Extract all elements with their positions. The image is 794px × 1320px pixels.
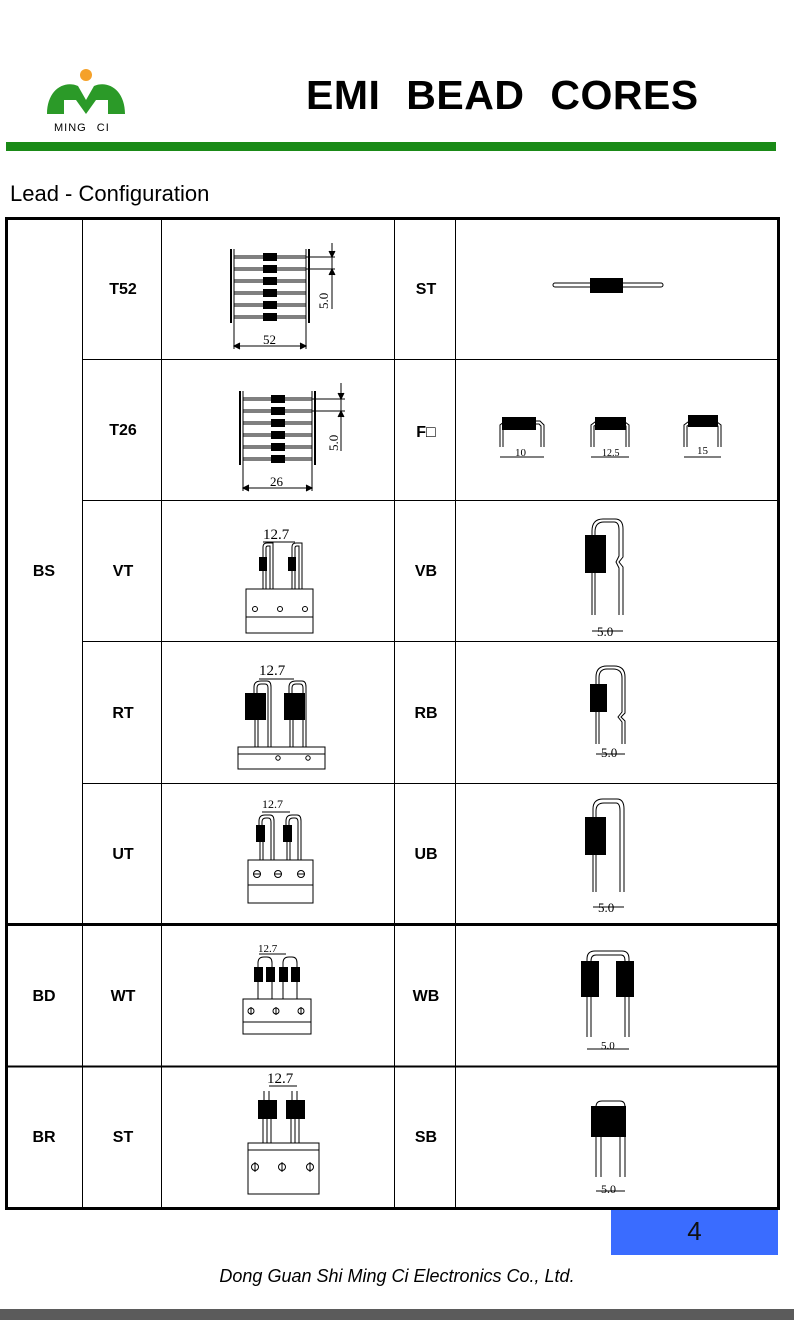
group-label-bd: BD bbox=[32, 988, 56, 1005]
lead-code-rt: RT bbox=[112, 705, 134, 722]
page-number: 4 bbox=[687, 1216, 702, 1246]
sb-pitch-dim: 5.0 bbox=[601, 1182, 616, 1196]
vt-pitch-dim: 12.7 bbox=[263, 527, 290, 543]
header-rule bbox=[6, 142, 776, 151]
br-st-tape-diagram bbox=[248, 1086, 319, 1194]
t52-pitch-dim: 52 bbox=[263, 332, 276, 347]
group-label-br: BR bbox=[32, 1129, 56, 1146]
lead-code-st-br: ST bbox=[112, 1129, 134, 1146]
lead-code-t26: T26 bbox=[109, 422, 137, 439]
ut-pitch-dim: 12.7 bbox=[262, 797, 283, 811]
f-dim-15: 15 bbox=[697, 445, 708, 457]
rt-radial-tape-diagram bbox=[238, 679, 325, 769]
lead-code-ub: UB bbox=[414, 846, 438, 863]
page-number-box bbox=[611, 1210, 778, 1255]
wt-pitch-dim: 12.7 bbox=[258, 943, 278, 955]
lead-code-f: F□ bbox=[416, 424, 436, 441]
group-label-bs: BS bbox=[32, 563, 56, 580]
vb-radial-diagram bbox=[585, 519, 623, 631]
f-dim-10: 10 bbox=[515, 447, 526, 459]
lead-code-st: ST bbox=[415, 281, 437, 298]
st-axial-diagram bbox=[553, 278, 663, 293]
lead-code-sb: SB bbox=[414, 1129, 438, 1146]
sb-radial-diagram bbox=[591, 1101, 626, 1191]
logo-orange-dot bbox=[80, 69, 92, 81]
bottom-bar bbox=[0, 1309, 794, 1320]
lead-code-wb: WB bbox=[412, 988, 440, 1005]
lead-configuration-table bbox=[5, 217, 780, 1210]
logo-green-mark bbox=[47, 84, 125, 114]
section-title: Lead - Configuration bbox=[10, 181, 210, 206]
footer-company-name: Dong Guan Shi Ming Ci Electronics Co., Ltd. bbox=[219, 1266, 575, 1286]
t26-spacing-dim: 5.0 bbox=[326, 434, 341, 451]
t26-pitch-dim: 26 bbox=[270, 474, 283, 489]
wb-radial-diagram bbox=[581, 951, 634, 1049]
rb-radial-diagram bbox=[590, 666, 625, 754]
lead-code-ut: UT bbox=[112, 846, 134, 863]
rb-pitch-dim: 5.0 bbox=[601, 745, 618, 760]
ub-pitch-dim: 5.0 bbox=[598, 900, 615, 915]
lead-code-wt: WT bbox=[110, 988, 136, 1005]
wb-pitch-dim: 5.0 bbox=[601, 1040, 615, 1052]
wt-radial-tape-diagram bbox=[243, 954, 311, 1034]
f-dim-12-5: 12.5 bbox=[602, 448, 620, 459]
lead-code-t52: T52 bbox=[109, 281, 137, 298]
br-st-pitch-dim: 12.7 bbox=[267, 1071, 294, 1087]
lead-code-rb: RB bbox=[414, 705, 438, 722]
ub-radial-diagram bbox=[585, 799, 624, 907]
rt-pitch-dim: 12.7 bbox=[259, 663, 286, 679]
page-title: EMI BEAD CORES bbox=[306, 72, 699, 118]
vt-radial-tape-diagram bbox=[246, 542, 313, 633]
t52-spacing-dim: 5.0 bbox=[316, 292, 331, 309]
lead-code-vb: VB bbox=[414, 563, 438, 580]
lead-code-vt: VT bbox=[112, 563, 134, 580]
vb-pitch-dim: 5.0 bbox=[597, 624, 614, 639]
ut-radial-tape-diagram bbox=[248, 812, 313, 903]
logo-text: MING CI bbox=[54, 122, 110, 134]
